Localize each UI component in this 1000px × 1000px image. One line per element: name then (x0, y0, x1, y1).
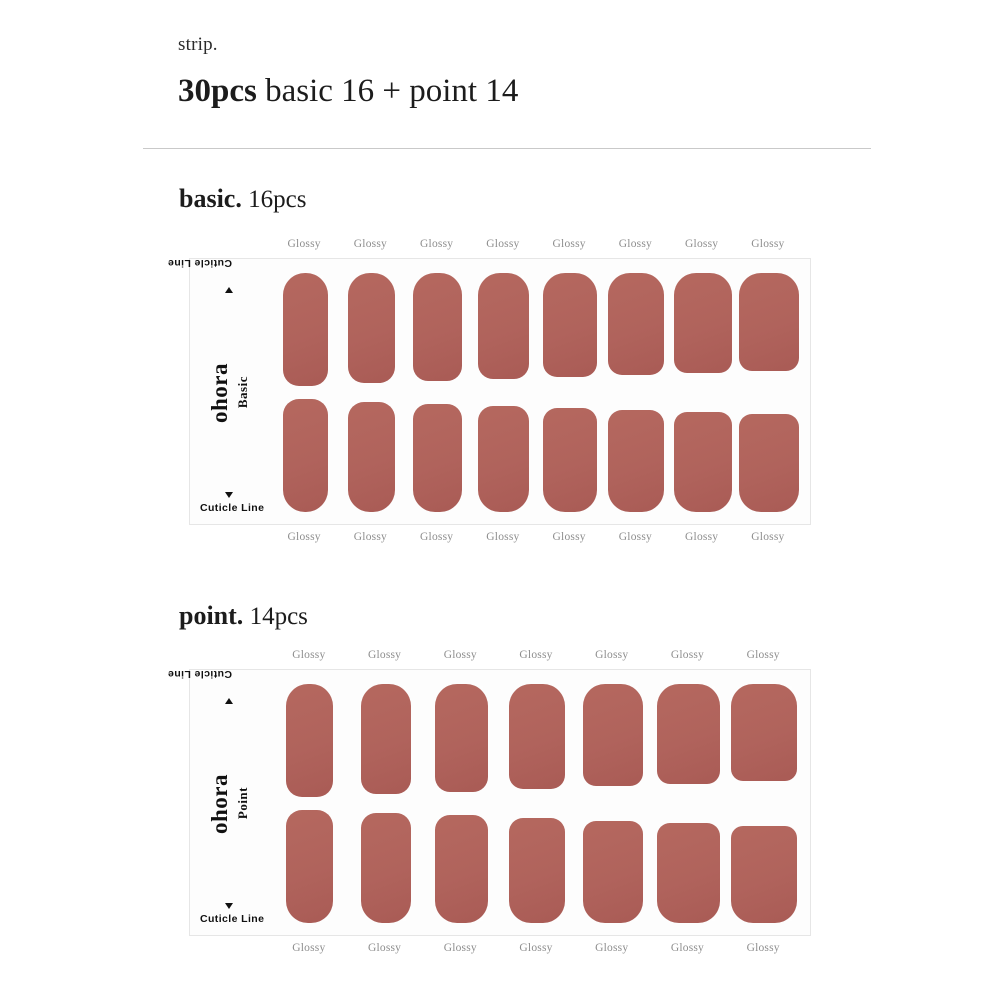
nail-strip (435, 815, 488, 923)
nail-gloss-highlight (403, 918, 406, 921)
brand-subtitle-basic: Basic (235, 376, 250, 409)
glossy-labels-top-point (189, 647, 811, 663)
glossy-label: Glossy (618, 238, 652, 250)
nail-strip (283, 399, 328, 512)
nail-gloss-highlight (589, 275, 592, 278)
glossy-label: Glossy (519, 942, 553, 954)
nail-gloss-highlight (521, 507, 524, 510)
nail-strip (583, 821, 643, 923)
brand-column-point (167, 668, 265, 937)
glossy-labels-bottom-basic (189, 529, 811, 545)
section-heading-point (179, 601, 308, 631)
glossy-label: Glossy (292, 942, 326, 954)
nail-gloss-highlight (480, 686, 483, 689)
nail-strip (657, 823, 720, 923)
nail-gloss-highlight (724, 275, 727, 278)
nail-gloss-highlight (635, 918, 638, 921)
section-heading-basic (179, 184, 306, 214)
nail-gloss-highlight (557, 918, 560, 921)
nail-gloss-highlight (387, 507, 390, 510)
glossy-label: Glossy (595, 649, 629, 661)
section-name-basic: basic. (179, 184, 242, 213)
nail-gloss-highlight (712, 686, 715, 689)
nail-strip (478, 406, 529, 512)
glossy-label: Glossy (595, 942, 629, 954)
glossy-label: Glossy (287, 238, 321, 250)
cuticle-arrow-bottom-icon (225, 492, 233, 498)
nail-gloss-highlight (325, 918, 328, 921)
glossy-label: Glossy (353, 238, 387, 250)
brand-column-basic (167, 257, 265, 526)
nail-gloss-highlight (480, 918, 483, 921)
nail-gloss-highlight (789, 918, 792, 921)
nail-strip (731, 826, 797, 923)
nail-strip (283, 273, 328, 386)
glossy-label: Glossy (443, 942, 477, 954)
nail-strip (543, 273, 597, 377)
nail-gloss-highlight (589, 507, 592, 510)
nail-gloss-highlight (403, 686, 406, 689)
page-title (178, 73, 878, 111)
brand-name-point: ohora (207, 773, 232, 834)
glossy-labels-bottom-point (189, 940, 811, 956)
nail-gloss-highlight (320, 275, 323, 278)
glossy-label: Glossy (367, 649, 402, 661)
cuticle-line-bottom-label-point: Cuticle Line (200, 913, 265, 925)
nail-gloss-highlight (712, 918, 715, 921)
page-header (178, 34, 878, 111)
cuticle-arrow-top-icon (225, 287, 233, 293)
nail-strip (674, 273, 732, 373)
nail-gloss-highlight (521, 275, 524, 278)
glossy-label: Glossy (685, 238, 719, 250)
nail-gloss-highlight (387, 275, 390, 278)
glossy-label: Glossy (420, 238, 454, 250)
section-pcs-basic: 16pcs (248, 186, 307, 213)
brand-lockup-basic (198, 323, 260, 463)
header-divider (143, 148, 871, 149)
nail-gloss-highlight (724, 507, 727, 510)
glossy-label: Glossy (670, 942, 704, 954)
nail-gloss-highlight (557, 686, 560, 689)
nail-strip (413, 273, 462, 381)
glossy-label: Glossy (552, 531, 586, 543)
nail-strip (543, 408, 597, 512)
glossy-label: Glossy (486, 238, 520, 250)
nail-strip (286, 810, 333, 923)
glossy-label: Glossy (486, 531, 520, 543)
glossy-label: Glossy (746, 649, 780, 661)
nail-gloss-highlight (454, 507, 457, 510)
glossy-label: Glossy (367, 942, 402, 954)
cuticle-line-top-label-basic: Cuticle Line (167, 257, 232, 269)
nail-gloss-highlight (656, 507, 659, 510)
nail-gloss-highlight (325, 686, 328, 689)
cuticle-line-bottom-label-basic: Cuticle Line (200, 502, 265, 514)
glossy-label: Glossy (751, 238, 785, 250)
nail-strip (348, 273, 395, 383)
cuticle-line-top-label-point: Cuticle Line (167, 668, 232, 680)
nail-strip (478, 273, 529, 379)
nail-gloss-highlight (791, 507, 794, 510)
nail-strip (509, 818, 565, 923)
nail-gloss-highlight (789, 686, 792, 689)
nail-strip (608, 410, 664, 512)
nail-sheet-point (167, 643, 811, 968)
cuticle-arrow-bottom-icon (225, 903, 233, 909)
nail-strip (657, 684, 720, 784)
nail-sheet-basic (167, 232, 811, 557)
brand-lockup-point (198, 734, 260, 874)
glossy-labels-top-basic (189, 236, 811, 252)
header-eyebrow: strip. (178, 34, 218, 55)
glossy-label: Glossy (292, 649, 326, 661)
nail-strip (361, 813, 411, 923)
page-title-rest: basic 16 + point 14 (256, 72, 519, 109)
nail-strip (286, 684, 333, 797)
nail-strip (731, 684, 797, 781)
nail-strip (361, 684, 411, 794)
nail-strip (509, 684, 565, 789)
glossy-label: Glossy (443, 649, 477, 661)
nail-gloss-highlight (454, 275, 457, 278)
section-pcs-point: 14pcs (249, 603, 308, 630)
nail-strip (583, 684, 643, 786)
nail-strip (348, 402, 395, 512)
glossy-label: Glossy (618, 531, 652, 543)
glossy-label: Glossy (287, 531, 321, 543)
nail-strip (674, 412, 732, 512)
nail-strip (739, 273, 799, 371)
glossy-label: Glossy (353, 531, 387, 543)
glossy-label: Glossy (685, 531, 719, 543)
nail-strip (413, 404, 462, 512)
nail-strip (739, 414, 799, 512)
glossy-label: Glossy (670, 649, 704, 661)
cuticle-arrow-top-icon (225, 698, 233, 704)
sheet-surface-point (167, 668, 811, 936)
nail-gloss-highlight (656, 275, 659, 278)
nail-strip (435, 684, 488, 792)
brand-subtitle-point: Point (235, 787, 250, 820)
sheet-surface-basic (167, 257, 811, 525)
nail-gloss-highlight (320, 507, 323, 510)
glossy-label: Glossy (746, 942, 780, 954)
nail-gloss-highlight (791, 275, 794, 278)
glossy-label: Glossy (751, 531, 785, 543)
glossy-label: Glossy (420, 531, 454, 543)
nail-gloss-highlight (635, 686, 638, 689)
section-name-point: point. (179, 601, 244, 630)
glossy-label: Glossy (519, 649, 553, 661)
page-title-count: 30pcs (178, 72, 257, 109)
nail-strip (608, 273, 664, 375)
glossy-label: Glossy (552, 238, 586, 250)
brand-name-basic: ohora (207, 362, 232, 423)
